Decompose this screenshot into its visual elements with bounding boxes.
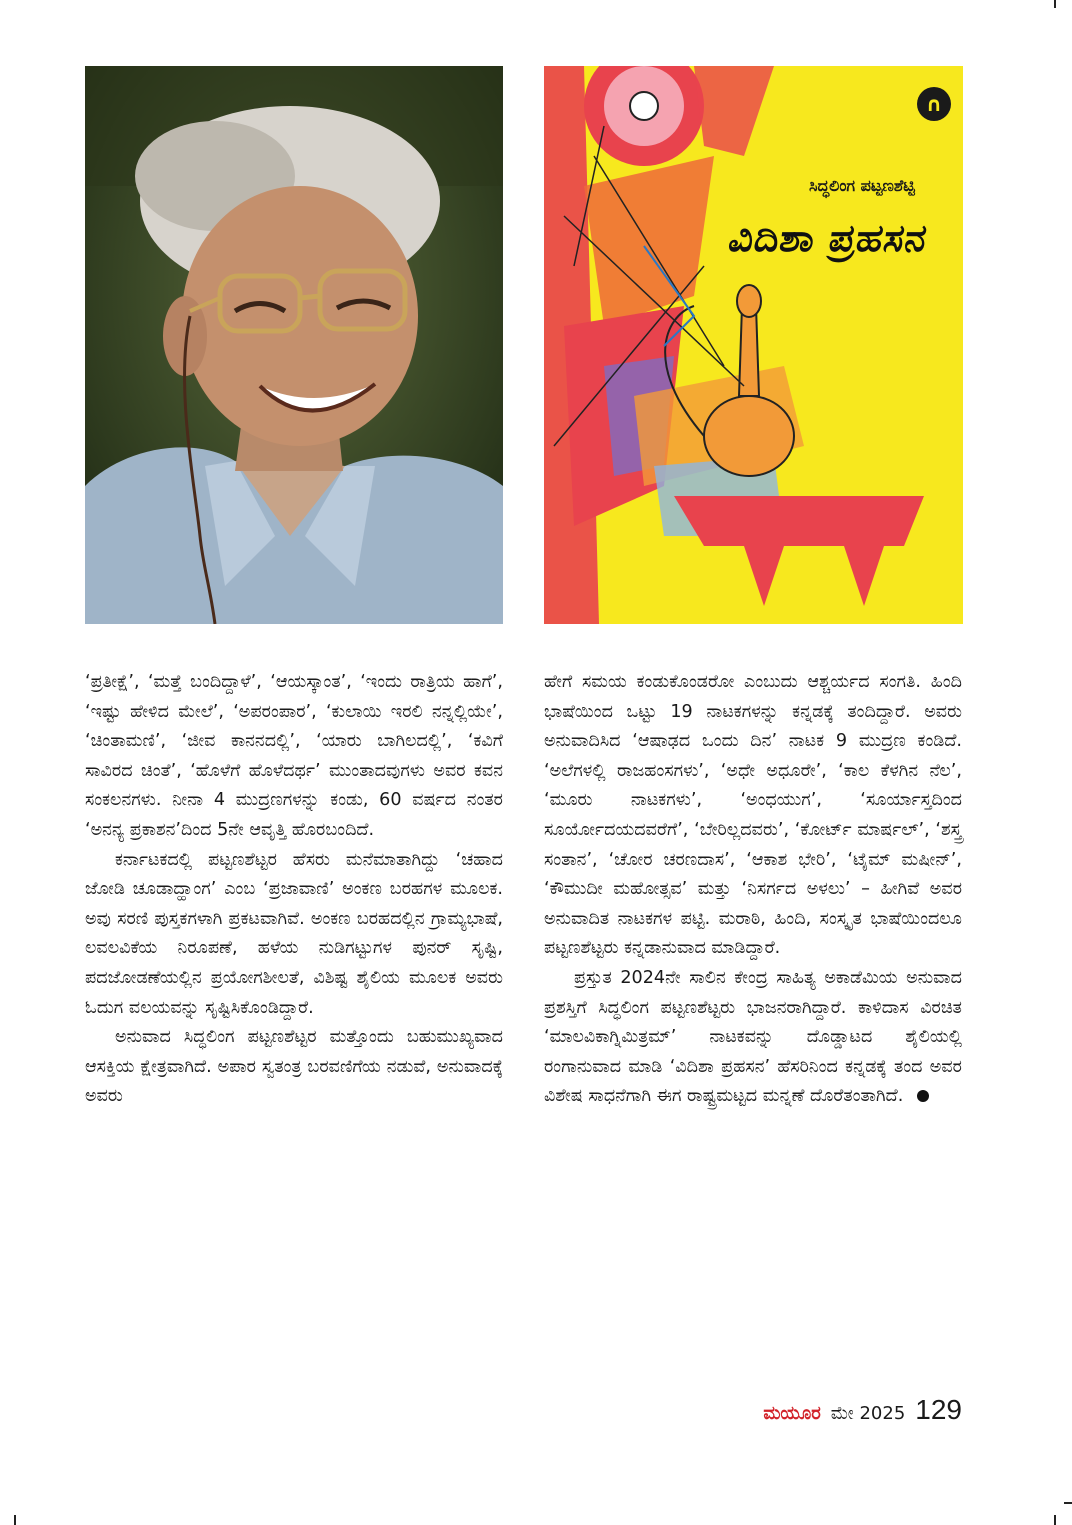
publisher-logo-icon: ∩ [917,87,951,121]
page-footer [763,1394,962,1426]
cover-author: ಸಿದ್ಧಲಿಂಗ ಪಟ್ಟಣಶೆಟ್ಟಿ [809,176,915,195]
crop-mark [1054,1515,1056,1525]
paragraph: ಅನುವಾದ ಸಿದ್ಧಲಿಂಗ ಪಟ್ಟಣಶೆಟ್ಟರ ಮತ್ತೊಂದು ಬಹುಮುಖ್ಯವಾದ ಆಸಕ್ತಿಯ ಕ್ಷೇತ್ರವಾಗಿದೆ. ಅಪಾರ ಸ್ವತಂತ್ರ ಬರವಣಿಗೆಯ ನಡುವೆ, ಅನುವಾದಕ್ಕೆ ಅವರು [85,1027,503,1107]
issue-date: ಮೇ 2025 [830,1403,906,1424]
paragraph-text: ಪ್ರಸ್ತುತ 2024ನೇ ಸಾಲಿನ ಕೇಂದ್ರ ಸಾಹಿತ್ಯ ಅಕಾಡೆಮಿಯ ಅನುವಾದ ಪ್ರಶಸ್ತಿಗೆ ಸಿದ್ಧಲಿಂಗ ಪಟ್ಟಣಶೆಟ್ಟರು ಭಾಜನರಾಗಿದ್ದಾರೆ. ಕಾಳಿದಾಸ ವಿರಚಿತ ‘ಮಾಲವಿಕಾಗ್ನಿಮಿತ್ರಮ್’ ನಾಟಕವನ್ನು ದೊಡ್ಡಾಟದ ಶೈಲಿಯಲ್ಲಿ ರಂಗಾನುವಾದ ಮಾಡಿ ‘ವಿದಿಶಾ ಪ್ರಹಸನ’ ಹೆಸರಿನಿಂದ ಕನ್ನಡಕ್ಕೆ ತಂದ ಅವರ ವಿಶೇಷ ಸಾಧನೆಗಾಗಿ ಈಗ ರಾಷ್ಟ್ರಮಟ್ಟದ ಮನ್ನಣೆ ದೊರೆತಂತಾಗಿದೆ. [544,967,962,1107]
paragraph: ಕರ್ನಾಟಕದಲ್ಲಿ ಪಟ್ಟಣಶೆಟ್ಟರ ಹೆಸರು ಮನೆಮಾತಾಗಿದ್ದು ‘ಚಹಾದ ಜೋಡಿ ಚೂಡಾದ್ಹಾಂಗ’ ಎಂಬ ‘ಪ್ರಜಾವಾಣಿ’ ಅಂಕಣ ಬರಹಗಳ ಮೂಲಕ. ಅವು ಸರಣಿ ಪುಸ್ತಕಗಳಾಗಿ ಪ್ರಕಟವಾಗಿವೆ. ಅಂಕಣ ಬರಹದಲ್ಲಿನ ಗ್ರಾಮ್ಯಭಾಷೆ, ಲವಲವಿಕೆಯ ನಿರೂಪಣೆ, ಹಳೆಯ ನುಡಿಗಟ್ಟುಗಳ ಪುನರ್ ಸೃಷ್ಟಿ, ಪದಜೋಡಣೆಯಲ್ಲಿನ ಪ್ರಯೋಗಶೀಲತೆ, ವಿಶಿಷ್ಟ ಶೈಲಿಯ ಮೂಲಕ ಅವರು ಓದುಗ ವಲಯವನ್ನು ಸೃಷ್ಟಿಸಿಕೊಂಡಿದ್ದಾರೆ. [85,849,503,1018]
paragraph [544,964,962,1112]
book-cover-artwork [544,66,963,624]
author-portrait-illustration [85,66,503,624]
book-cover [544,66,963,624]
crop-mark [1054,0,1056,8]
paragraph: ‘ಪ್ರತೀಕ್ಷೆ’, ‘ಮತ್ತೆ ಬಂದಿದ್ದಾಳೆ’, ‘ಆಯಸ್ಕಾಂತ’, ‘ಇಂದು ರಾತ್ರಿಯ ಹಾಗೆ’, ‘ಇಷ್ಟು ಹೇಳಿದ ಮೇಲೆ’, ‘ಅಪರಂಪಾರ’, ‘ಕುಲಾಯಿ ಇರಲಿ ನನ್ನಲ್ಲಿಯೇ’, ‘ಚಿಂತಾಮಣಿ’, ‘ಜೀವ ಕಾನನದಲ್ಲಿ’, ‘ಯಾರು ಬಾಗಿಲದಲ್ಲಿ’, ‘ಕವಿಗೆ ಸಾವಿರದ ಚಿಂತೆ’, ‘ಹೊಳೆಗೆ ಹೊಳೆದರ್ಥ’ ಮುಂತಾದವುಗಳು ಅವರ ಕವನ ಸಂಕಲನಗಳು. ನೀನಾ 4 ಮುದ್ರಣಗಳನ್ನು ಕಂಡು, 60 ವರ್ಷದ ನಂತರ ‘ಅನನ್ಯ ಪ್ರಕಾಶನ’ದಿಂದ 5ನೇ ಆವೃತ್ತಿ ಹೊರಬಂದಿದೆ. [85,672,503,840]
cover-title: ವಿದಿಶಾ ಪ್ರಹಸನ [725,216,931,260]
crop-mark [14,1515,16,1525]
article-column-right [544,668,962,1112]
crop-mark [1064,1502,1072,1504]
article-column-left [85,668,503,1112]
author-photo [85,66,503,624]
paragraph: ಹೇಗೆ ಸಮಯ ಕಂಡುಕೊಂಡರೋ ಎಂಬುದು ಆಶ್ಚರ್ಯದ ಸಂಗತಿ. ಹಿಂದಿ ಭಾಷೆಯಿಂದ ಒಟ್ಟು 19 ನಾಟಕಗಳನ್ನು ಕನ್ನಡಕ್ಕೆ ತಂದಿದ್ದಾರೆ. ಅವರು ಅನುವಾದಿಸಿದ ‘ಆಷಾಢದ ಒಂದು ದಿನ’ ನಾಟಕ 9 ಮುದ್ರಣ ಕಂಡಿದೆ. ‘ಅಲೆಗಳಲ್ಲಿ ರಾಜಹಂಸಗಳು’, ‘ಅಧೇ ಅಧೂರೇ’, ‘ಕಾಲ ಕೆಳಗಿನ ನೆಲ’, ‘ಮೂರು ನಾಟಕಗಳು’, ‘ಅಂಧಯುಗ’, ‘ಸೂರ್ಯಾಸ್ತದಿಂದ ಸೂರ್ಯೋದಯದವರೆಗೆ’, ‘ಬೇರಿಲ್ಲದವರು’, ‘ಕೋರ್ಟ್ ಮಾರ್ಷಲ್’, ‘ಶಸ್ತ್ರ ಸಂತಾನ’, ‘ಚೋರ ಚರಣದಾಸ’, ‘ಆಕಾಶ ಭೇರಿ’, ‘ಟೈಮ್ ಮಷೀನ್’, ‘ಕೌಮುದೀ ಮಹೋತ್ಸವ’ ಮತ್ತು ‘ನಿಸರ್ಗದ ಅಳಲು’ – ಹೀಗಿವೆ ಅವರ ಅನುವಾದಿತ ನಾಟಕಗಳ ಪಟ್ಟಿ. ಮರಾಠಿ, ಹಿಂದಿ, ಸಂಸ್ಕೃತ ಭಾಷೆಯಿಂದಲೂ ಪಟ್ಟಣಶೆಟ್ಟರು ಕನ್ನಡಾನುವಾದ ಮಾಡಿದ್ದಾರೆ. [544,672,962,959]
end-of-article-icon [917,1090,929,1102]
page-number: 129 [915,1394,962,1425]
magazine-name: ಮಯೂರ [763,1403,821,1424]
